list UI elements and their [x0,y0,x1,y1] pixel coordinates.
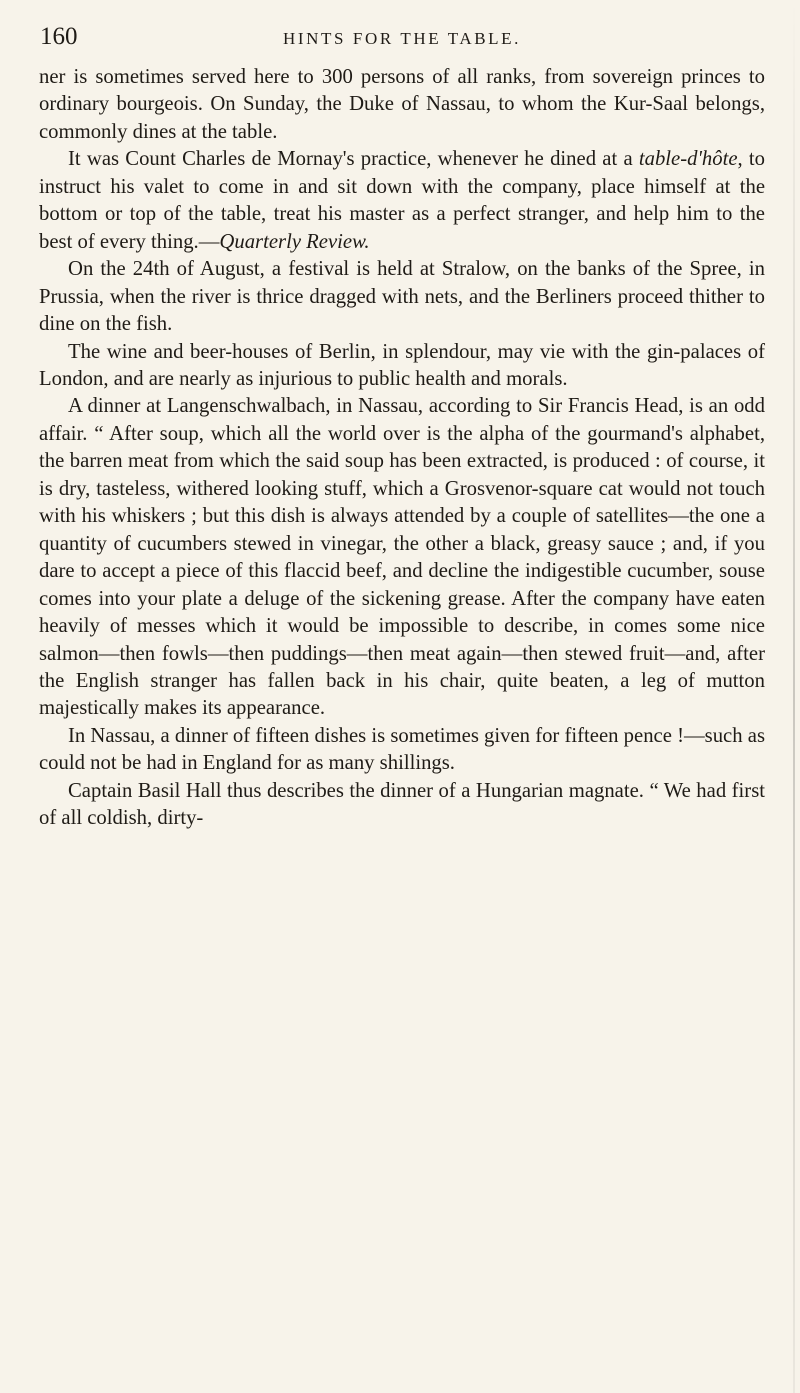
source-citation: Quarterly Review. [219,230,370,253]
page-edge-shadow [793,0,795,1393]
paragraph-berlin-houses: The wine and beer-houses of Berlin, in splendour, may vie with the gin-palaces of London, and are nearly as injurious to public health and morals. [39,340,765,390]
paragraph-count-mornay [39,146,765,256]
paragraph-text: , to instruct his valet to come in and sit down with the company, place himself at the bottom or top of the table, treat his master as a perfect stranger, and help him to the best of every thing.— [39,148,766,253]
running-head: HINTS FOR THE TABLE. [283,29,521,48]
paragraph-stralow-festival: On the 24th of August, a festival is held at Stralow, on the banks of the Spree, in Prussia, when the river is thrice dragged with nets, and the Berliners proceed thither to dine on the fish. [39,258,765,336]
paragraph-hungarian-dinner: Captain Basil Hall thus describes the dinner of a Hungarian magnate. “ We had first of all coldish, dirty- [39,779,765,830]
paragraph-text: It was Count Charles de Mornay's practice, whenever he dined at a [68,148,639,171]
body-text [39,64,765,833]
paragraph-nassau-dishes: In Nassau, a dinner of fifteen dishes is sometimes given for fifteen pence !—such as could not be had in England for as many shillings. [39,724,765,775]
page-header [40,22,764,52]
paragraph-continued-dinner: ner is sometimes served here to 300 persons of all ranks, from sovereign princes to ordinary bourgeois. On Sunday, the Duke of Nassau, to whom the Kur-Saal belongs, commonly dines at the table. [39,66,765,143]
page-number: 160 [40,23,78,50]
italic-phrase: table-d'hôte [638,148,738,171]
paragraph-langenschwalbach-dinner: A dinner at Langenschwalbach, in Nassau, according to Sir Francis Head, is an odd affair. “ After soup, which all the world over is the alpha of the gourmand's alphabet, the barren meat from which the said soup has been extracted, is produced : of course, it is dry, tasteless, withered looking stuff, which a Grosvenor-square cat would not touch with his whiskers ; but this dish is always attended by a couple of satellites—the one a quantity of cucumbers stewed in vinegar, the other a black, greasy sauce ; and, if you dare to accept a piece of this flaccid beef, and decline the indigestible cucumber, souse comes into your plate a deluge of the sickening grease. After the company have eaten heavily of messes which it would be impossible to describe, in comes some nice salmon—then fowls—then puddings—then meat again—then stewed fruit—and, after the English stranger has fallen back in his chair, quite beaten, a leg of mutton majestically makes its appearance. [39,395,765,720]
